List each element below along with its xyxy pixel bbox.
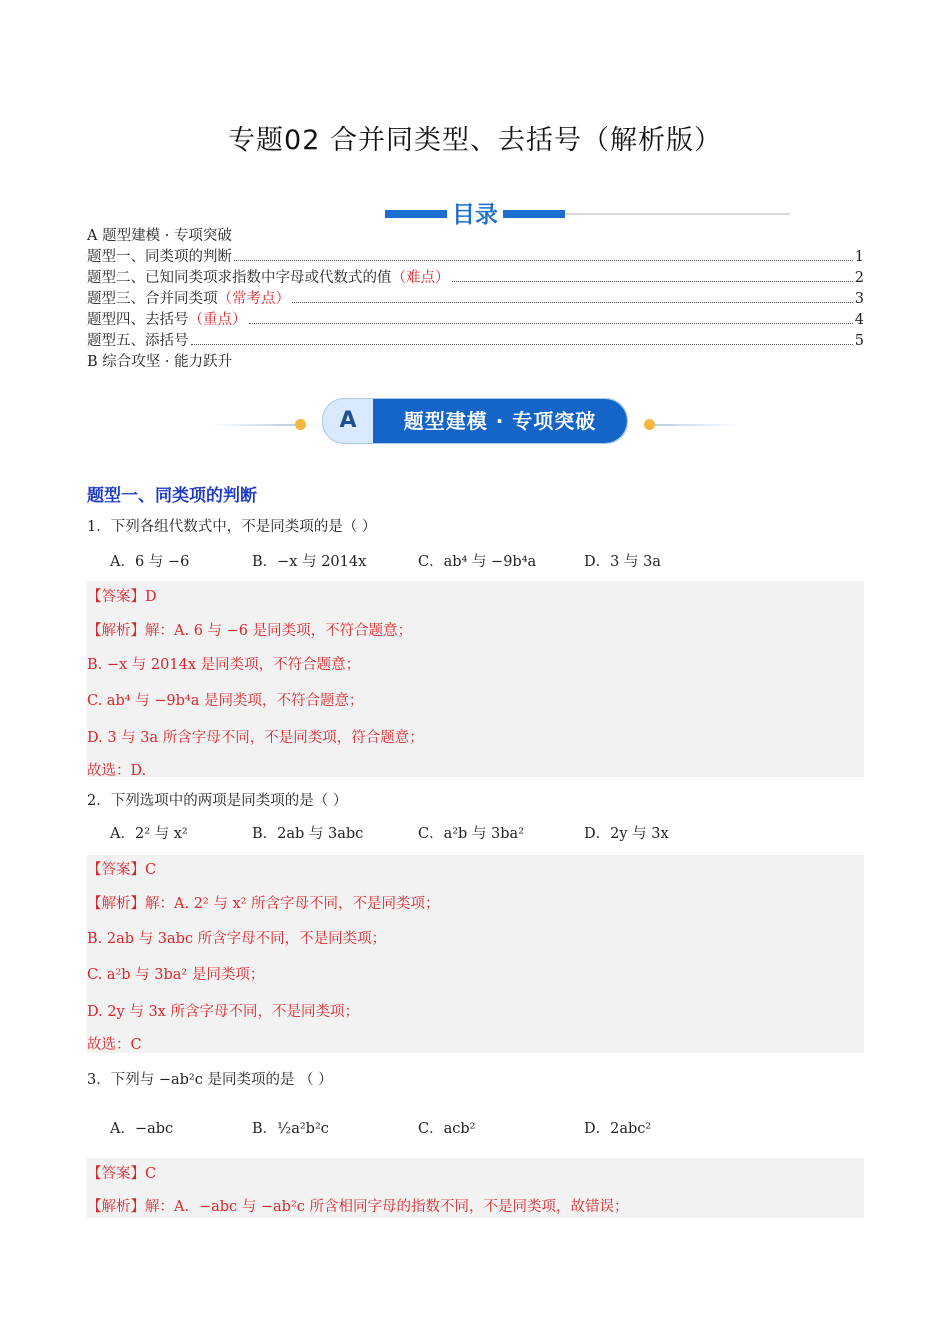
toc-item-label: 题型五、添括号 (87, 333, 189, 349)
toc-item-page: 3 (854, 291, 864, 307)
analysis-line: D. 2y 与 3x 所含字母不同，不是同类项； (87, 1004, 359, 1020)
banner-line-right (655, 424, 740, 426)
answer-box (87, 581, 864, 777)
analysis-line: C. ab⁴ 与 −9b⁴a 是同类项，不符合题意； (87, 693, 364, 709)
toc-item[interactable] (87, 289, 864, 310)
toc-heading-text: 目录 (447, 196, 503, 229)
analysis-line: 【解析】解：A. 2² 与 x² 所含字母不同，不是同类项； (87, 896, 440, 912)
toc-item[interactable] (87, 268, 864, 289)
answer-box (87, 855, 864, 1053)
question-stem: 3．下列与 −ab²c 是同类项的是 （ ） (87, 1072, 333, 1088)
toc-leader (191, 343, 853, 345)
toc-item[interactable] (87, 331, 864, 352)
question-stem: 1．下列各组代数式中，不是同类项的是（ ） (87, 519, 377, 535)
analysis-line: C. a²b 与 3ba² 是同类项； (87, 967, 265, 983)
question-options (110, 550, 830, 574)
analysis-line: 故选：D. (87, 763, 147, 779)
toc-item-label: 题型一、同类项的判断 (87, 249, 232, 265)
toc-heading (385, 196, 790, 226)
analysis-line: B. 2ab 与 3abc 所含字母不同，不是同类项； (87, 931, 387, 947)
option-d: D．2abc² (584, 1121, 652, 1137)
toc-section-b[interactable] (87, 352, 864, 373)
table-of-contents (87, 226, 864, 373)
question-stem: 2．下列选项中的两项是同类项的是（ ） (87, 793, 348, 809)
toc-section-b-label: B 综合攻坚 · 能力跃升 (87, 354, 233, 370)
analysis-line: D. 3 与 3a 所含字母不同，不是同类项，符合题意； (87, 730, 424, 746)
toc-leader (292, 301, 853, 303)
answer-line: 【答案】C (87, 1166, 157, 1182)
toc-heading-bar-right (503, 210, 565, 218)
option-c: C．acb² (418, 1121, 476, 1137)
toc-heading-bar-left (385, 210, 447, 218)
answer-box (87, 1158, 864, 1218)
toc-item-tag: （重点） (188, 312, 247, 328)
toc-item[interactable] (87, 247, 864, 268)
toc-item-label: 题型二、已知同类项求指数中字母或代数式的值 (87, 270, 392, 286)
analysis-line: B. −x 与 2014x 是同类项，不符合题意； (87, 657, 361, 673)
answer-line: 【答案】C (87, 862, 157, 878)
option-d: D．2y 与 3x (584, 826, 669, 842)
section-title: 题型一、同类项的判断 (87, 486, 257, 506)
option-a: A．6 与 −6 (110, 554, 190, 570)
analysis-line: 【解析】解：A．−abc 与 −ab²c 所含相同字母的指数不同，不是同类项，故错误； (87, 1199, 629, 1215)
banner-text: 题型建模 · 专项突破 (373, 399, 627, 443)
option-a: A．−abc (110, 1121, 174, 1137)
toc-item-label: 题型四、去括号 (87, 312, 189, 328)
toc-item-page: 1 (854, 249, 864, 265)
question-options (110, 1117, 830, 1141)
toc-leader (234, 259, 853, 261)
banner-dot-left (295, 419, 306, 430)
option-b: B．−x 与 2014x (252, 554, 367, 570)
option-d: D．3 与 3a (584, 554, 661, 570)
toc-item-label: 题型三、合并同类项 (87, 291, 218, 307)
option-b: B．2ab 与 3abc (252, 826, 364, 842)
option-c: C．ab⁴ 与 −9b⁴a (418, 554, 537, 570)
banner-letter: A (339, 408, 357, 433)
page-title: 专题02 合并同类型、去括号（解析版） (228, 125, 722, 156)
toc-item-tag: （难点） (391, 270, 450, 286)
toc-item-page: 2 (854, 270, 864, 286)
toc-item-page: 5 (854, 333, 864, 349)
toc-item-tag: （常考点） (217, 291, 290, 307)
toc-item-page: 4 (854, 312, 864, 328)
answer-line: 【答案】D (87, 589, 157, 605)
option-c: C．a²b 与 3ba² (418, 826, 525, 842)
banner-pill (322, 398, 628, 444)
option-a: A．2² 与 x² (110, 826, 188, 842)
question-options (110, 822, 830, 846)
toc-section-a-label: A 题型建模 · 专项突破 (87, 228, 232, 244)
option-b: B．½a²b²c (252, 1121, 329, 1137)
analysis-line: 故选：C (87, 1037, 142, 1053)
banner-line-left (210, 424, 295, 426)
analysis-line: 【解析】解：A. 6 与 −6 是同类项，不符合题意； (87, 623, 413, 639)
section-banner (210, 398, 740, 444)
toc-item[interactable] (87, 310, 864, 331)
toc-section-a[interactable] (87, 226, 864, 247)
toc-leader (249, 322, 853, 324)
toc-leader (452, 280, 853, 282)
banner-dot-right (644, 419, 655, 430)
